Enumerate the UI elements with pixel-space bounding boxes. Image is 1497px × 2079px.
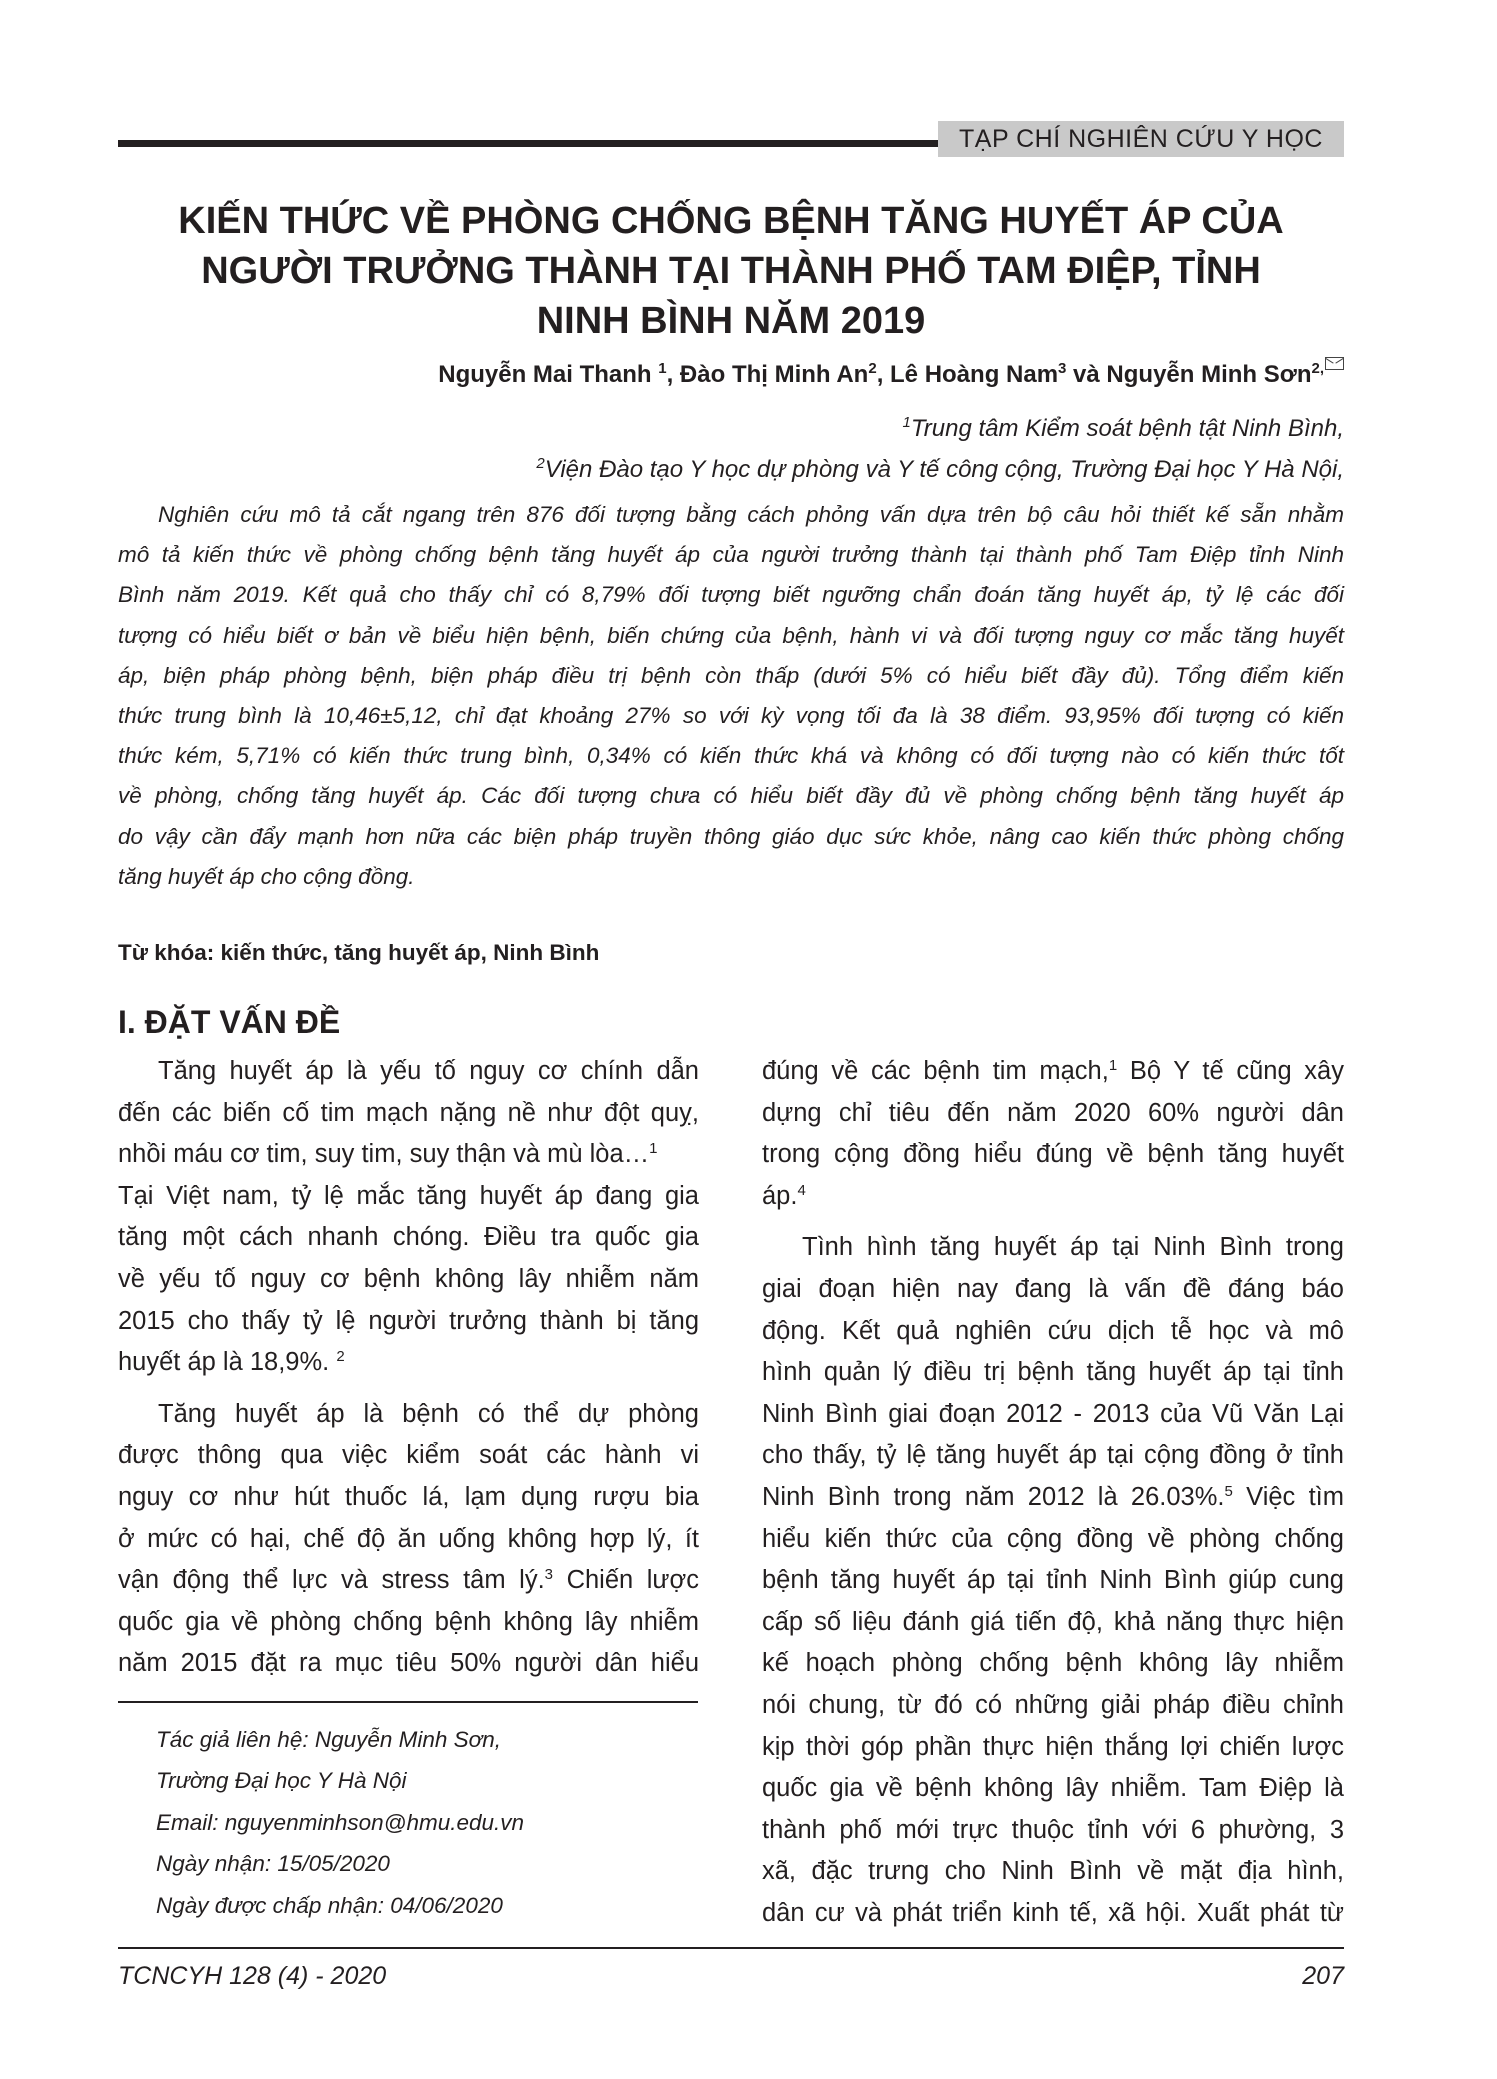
abstract-line: mô tả kiến thức về phòng chống bệnh tăng huyết áp của người trưởng thành tại thành phố Tam Điệp tỉnh Ninh: [118, 542, 1344, 568]
body-line: trong cộng đồng hiểu đúng về bệnh tăng huyết: [762, 1140, 1344, 1169]
body-line: áp.$^4$: [762, 1181, 806, 1210]
body-line: cấp số liệu đánh giá tiến độ, khả năng thực hiện: [762, 1607, 1344, 1636]
body-line: huyết áp là 18,9%. $^2$: [118, 1348, 345, 1377]
body-line: Tăng huyết áp là bệnh có thể dự phòng: [158, 1399, 699, 1428]
citation-mark: 3: [544, 1566, 554, 1584]
body-line: thành phố mới trực thuộc tỉnh với 6 phường, 3: [762, 1815, 1344, 1844]
abstract-line: Bình năm 2019. Kết quả cho thấy chỉ có 8,79% đối tượng biết ngưỡng chẩn đoán tăng huyết áp, tỷ lệ các đối: [118, 582, 1344, 608]
body-line: Tại Việt nam, tỷ lệ mắc tăng huyết áp đang gia: [118, 1181, 699, 1210]
citation-mark: 1: [1108, 1057, 1118, 1074]
footnote-line: Email: nguyenminhson@hmu.edu.vn: [156, 1809, 525, 1835]
body-line: hình quản lý điều trị bệnh tăng huyết áp tại tỉnh: [762, 1358, 1344, 1387]
abstract-line: thức trung bình là 10,46±5,12, chỉ đạt khoảng 27% so với kỳ vọng tối đa là 38 điểm. 93,95% đối tượng có kiến: [118, 703, 1344, 729]
abstract: [118, 495, 1344, 897]
body-line: năm 2015 đặt ra mục tiêu 50% người dân hiểu: [118, 1649, 699, 1678]
body-line: bệnh tăng huyết áp tại tỉnh Ninh Bình giúp cung: [762, 1566, 1344, 1595]
abstract-line: tượng có hiểu biết ơ bản về biểu hiện bệnh, biến chứng của bệnh, hành vi và đối tượng nguy cơ mắc tăng huyết: [118, 622, 1344, 648]
body-line: tăng một cách nhanh chóng. Điều tra quốc gia: [118, 1223, 699, 1252]
body-line: đến các biến cố tim mạch nặng nề như đột quỵ,: [118, 1098, 699, 1127]
body-line: Tăng huyết áp là yếu tố nguy cơ chính dẫn: [158, 1057, 699, 1085]
title-line: NGƯỜI TRƯỞNG THÀNH TẠI THÀNH PHỐ TAM ĐIỆP, TỈNH: [201, 250, 1261, 292]
abstract-line: tăng huyết áp cho cộng đồng.: [118, 863, 415, 889]
citation-mark: 4: [797, 1181, 806, 1199]
affiliation-1: [118, 412, 1344, 446]
author-affiliation-mark: 2: [868, 360, 877, 377]
body-line: nhồi máu cơ tim, suy tim, suy thận và mù lòa…$^1$: [118, 1140, 658, 1169]
author-list: [118, 352, 1344, 392]
author-name: , Đào Thị Minh An: [666, 361, 869, 388]
citation-mark: 1: [649, 1140, 658, 1158]
envelope-icon: [1325, 357, 1344, 370]
keywords: Từ khóa: kiến thức, tăng huyết áp, Ninh Bình: [118, 940, 600, 965]
body-line: Ninh Bình giai đoạn 2012 - 2013 của Vũ Văn Lại: [762, 1399, 1344, 1428]
body-line: được thông qua việc kiểm soát các hành vi: [118, 1441, 699, 1470]
journal-citation: TCNCYH 128 (4) - 2020: [118, 1962, 387, 1990]
body-line: Tình hình tăng huyết áp tại Ninh Bình trong: [802, 1233, 1344, 1262]
citation-mark: 5: [1224, 1482, 1233, 1500]
abstract-line: về phòng, chống tăng huyết áp. Các đối tượng chưa có hiểu biết đầy đủ về phòng chống bệnh tăng huyết áp: [118, 783, 1344, 809]
title-line: NINH BÌNH NĂM 2019: [536, 300, 926, 342]
footer-rule: [118, 1947, 1344, 1949]
left-column: [118, 1051, 699, 1685]
article-title: [118, 196, 1344, 346]
body-line: nói chung, từ đó có những giải pháp điều chỉnh: [762, 1690, 1344, 1719]
body-line: quốc gia về phòng chống bệnh không lây nhiễm: [118, 1607, 699, 1636]
body-line: quốc gia về bệnh không lây nhiễm. Tam Điệp là: [762, 1774, 1344, 1803]
author-affiliation-mark: 3: [1058, 360, 1067, 377]
affiliation-mark: 2: [536, 455, 545, 472]
footnote-rule: [118, 1701, 698, 1703]
author-name: Nguyễn Mai Thanh: [438, 361, 659, 388]
author-name: và Nguyễn Minh Sơn: [1066, 361, 1312, 388]
author-affiliation-mark: 2,: [1311, 360, 1324, 377]
body-line: 2015 cho thấy tỷ lệ người trưởng thành bị tăng: [118, 1306, 699, 1335]
section-heading: I. ĐẶT VẤN ĐỀ: [118, 1004, 341, 1040]
title-line: KIẾN THỨC VỀ PHÒNG CHỐNG BỆNH TĂNG HUYẾT ÁP CỦA: [178, 200, 1284, 242]
body-line: xã, đặc trưng cho Ninh Bình về mặt địa hình,: [762, 1857, 1344, 1886]
footnote-line: Ngày được chấp nhận: 04/06/2020: [156, 1892, 503, 1918]
body-line: hiểu kiến thức của cộng đồng về phòng chống: [762, 1524, 1344, 1553]
corresponding-author-note: [156, 1719, 524, 1926]
body-line: đúng về các bệnh tim mạch,$^1$ Bộ Y tế cũng xây: [762, 1057, 1344, 1085]
body-line: dân cư và phát triển kinh tế, xã hội. Xuất phát từ: [762, 1898, 1344, 1927]
abstract-line: thức kém, 5,71% có kiến thức trung bình, 0,34% có kiến thức khá và không có đối tượng nào có kiến thức tốt: [118, 743, 1344, 769]
footnote-line: Ngày nhận: 15/05/2020: [156, 1851, 390, 1877]
header-rule: [118, 140, 938, 147]
body-line: kịp thời góp phần thực hiện thắng lợi chiến lược: [762, 1732, 1344, 1761]
abstract-line: Nghiên cứu mô tả cắt ngang trên 876 đối tượng bằng cách phỏng vấn dựa trên bộ câu hỏi thiết kế sẵn nhằm: [158, 502, 1344, 527]
affiliation-text: Trung tâm Kiểm soát bệnh tật Ninh Bình,: [910, 415, 1344, 442]
body-line: vận động thể lực và stress tâm lý.$^3$ Chiến lược: [118, 1566, 699, 1595]
abstract-line: do vậy cần đẩy mạnh hơn nữa các biện pháp truyền thông giáo dục sức khỏe, nâng cao kiến thức phòng chống: [118, 823, 1344, 849]
affiliation-mark: 1: [902, 414, 911, 431]
body-line: Ninh Bình trong năm 2012 là 26.03%.$^5$ Việc tìm: [762, 1482, 1344, 1511]
author-affiliation-mark: 1: [658, 360, 667, 377]
affiliation-text: Viện Đào tạo Y học dự phòng và Y tế công cộng, Trường Đại học Y Hà Nội,: [544, 456, 1344, 483]
citation-mark: 2: [336, 1348, 345, 1366]
body-line: dựng chỉ tiêu đến năm 2020 60% người dân: [762, 1098, 1344, 1127]
body-line: về yếu tố nguy cơ bệnh không lây nhiễm năm: [118, 1264, 699, 1293]
footnote-line: Trường Đại học Y Hà Nội: [156, 1768, 407, 1794]
right-column: [762, 1051, 1344, 1934]
abstract-line: áp, biện pháp phòng bệnh, biện pháp điều trị bệnh còn thấp (dưới 5% có hiểu biết đầy đủ). Tổng điểm kiến: [118, 662, 1344, 688]
body-line: kế hoạch phòng chống bệnh không lây nhiễm: [762, 1649, 1344, 1678]
page-number: 207: [1302, 1962, 1344, 1990]
journal-name: TẠP CHÍ NGHIÊN CỨU Y HỌC: [938, 121, 1344, 157]
footnote-line: Tác giả liên hệ: Nguyễn Minh Sơn,: [156, 1727, 502, 1752]
author-name: , Lê Hoàng Nam: [876, 361, 1059, 388]
affiliation-2: [118, 453, 1344, 487]
body-line: động. Kết quả nghiên cứu dịch tễ học và mô: [762, 1316, 1344, 1345]
body-line: giai đoạn hiện nay đang là vấn đề đáng báo: [762, 1274, 1344, 1303]
body-line: ở mức có hại, chế độ ăn uống không hợp lý, ít: [118, 1524, 699, 1553]
body-line: nguy cơ như hút thuốc lá, lạm dụng rượu bia: [118, 1482, 699, 1511]
body-line: cho thấy, tỷ lệ tăng huyết áp tại cộng đồng ở tỉnh: [762, 1441, 1344, 1470]
